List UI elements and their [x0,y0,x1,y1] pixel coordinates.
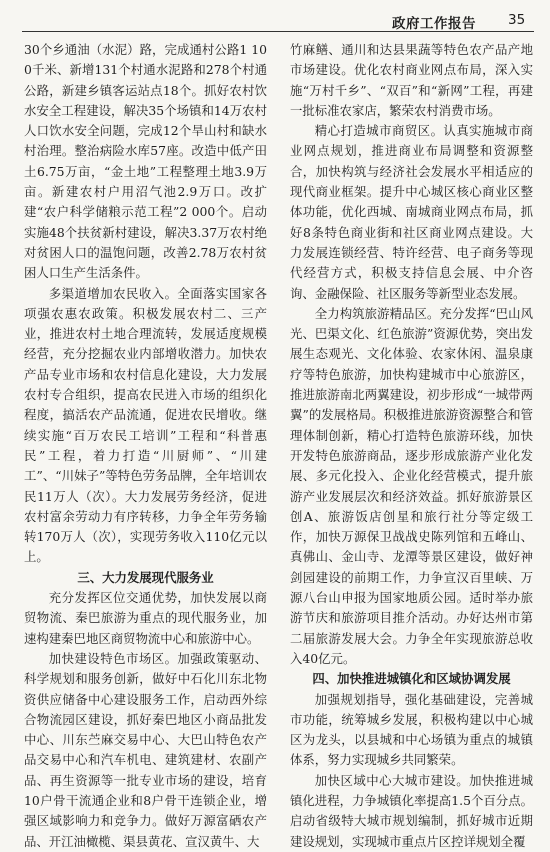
paragraph-rural-infrastructure: 30个乡通油（水泥）路，完成通村公路1 100千米、新增131个村通水泥路和278个村通公路，新建乡镇客运站点18个。抓好农村饮水安全工程建设，解决35个场镇和14万农村人口饮水安全问题，完成12个旱山村和缺水村治理。整治病险水库57座。改造中低产田土6.75万亩，“金土地”工程整理土地3.9万亩。新建农村户用沼气池2.9万口。改扩建“农户科学储粮示范工程”2 000个。启动实施48个扶贫新村建设，解决3.37万农村绝对贫困人口的温饱问题，改善2.78万农村贫困人口生产生活条件。 [24,42,267,281]
paragraph-urbanization-intro: 加强规划指导，强化基础建设，完善城市功能，统筹城乡发展，积极构建以中心城区为龙头，以县城和中心场镇为重点的城镇体系，努力实现城乡共同繁荣。 [290,691,533,768]
running-header-title: 政府工作报告 [392,16,476,32]
page-number: 35 [508,12,526,28]
paragraph-commercial-zone: 精心打造城市商贸区。认真实施城市商业网点规划，推进商业布局调整和资源整合，加快构筑与经济社会发展水平相适应的现代商业框架。提升中心城区核心商业区整体功能，优化西城、南城商业网点布局，抓好8条特色商业街和社区商业网点建设。大力发展连锁经营、特许经营、电子商务等现代经营方式，积极支持信息会展、中介咨询、金融保险、社区服务等新型业态发展。 [290,123,533,301]
left-column [24,40,267,849]
header-rule [22,31,534,32]
paragraph-services-intro: 充分发挥区位交通优势，加快发展以商贸物流、秦巴旅游为重点的现代服务业，加速构建秦巴地区商贸物流中心和旅游中心。 [24,590,267,646]
section-heading-services: 三、大力发展现代服务业 [77,569,214,585]
paragraph-central-city: 加快区域中心大城市建设。加快推进城镇化进程，力争城镇化率提高1.5个百分点。启动省级特大城市规划编制，抓好城市近期建设规划，实现城市重点片区控详规划全覆 [290,772,533,849]
right-column [290,40,533,849]
paragraph-farmer-income: 多渠道增加农民收入。全面落实国家各项强农惠农政策。积极发展农村二、三产业，推进农村土地合理流转，发展适度规模经营，充分挖掘农业内部增收潜力。加快农产品专业市场和农村信息化建设，大力发展农村专合组织，提高农民进入市场的组织化程度，搞活农产品流通，促进农民增收。继续实施“百万农民工培训”工程和“科普惠民”工程，着力打造“川厨师”、“川建工”、“川妹子”等特色劳务品牌，全年培训农民11万人（次）。大力发展劳务经济，促进农村富余劳动力有序转移，力争全年劳务输转170万人（次），实现劳务收入110亿元以上。 [24,285,267,565]
paragraph-market-zone: 加快建设特色市场区。加强政策驱动、科学规划和服务创新，做好中石化川东北物资供应储备中心建设服务工作，启动西外综合物流园区建设，抓好秦巴地区小商品批发中心、川东苎麻交易中心、大巴山特色农产品交易中心和汽车机电、建筑建材、农副产品、再生资源等一批专业市场的建设，培育10户骨干流通企业和8户骨干连锁企业，增强区域影响力和竞争力。做好万源富硒农产品、开江油橄榄、渠县黄花、宣汉黄牛、大 [24,650,267,849]
paragraph-rural-markets: 竹麻鳝、通川和达县果蔬等特色农产品产地市场建设。优化农村商业网点布局，深入实施“万村千乡”、“双百”和“新网”工程，再建一批标准农家店，繁荣农村消费市场。 [290,42,533,118]
section-heading-urbanization: 四、加快推进城镇化和区域协调发展 [312,671,511,687]
paragraph-tourism-zone: 全力构筑旅游精品区。充分发挥“巴山风光、巴渠文化、红色旅游”资源优势，突出发展生态观光、文化体验、农家休闲、温泉康疗等特色旅游，加快构建城市中心旅游区，推进旅游南北两翼建设，初步形成“一城带两翼”的发展格局。积极推进旅游资源整合和管理体制创新，精心打造特色旅游环线，加快开发特色旅游商品，逐步形成旅游产业化发展、多元化投入、企业化经营模式，提升旅游产业发展层次和经济效益。抓好旅游景区创A、旅游饭店创星和旅行社分等定级工作，加快万源保卫战战史陈列馆和五峰山、真佛山、金山寺、龙潭等景区建设，做好神剑园建设的前期工作，力争宣汉百里峡、万源八台山申报为国家地质公园。适时举办旅游节庆和旅游项目推介活动。办好达州市第二届旅游发展大会。力争全年实现旅游总收入40亿元。 [290,305,533,666]
page-header [0,0,550,30]
